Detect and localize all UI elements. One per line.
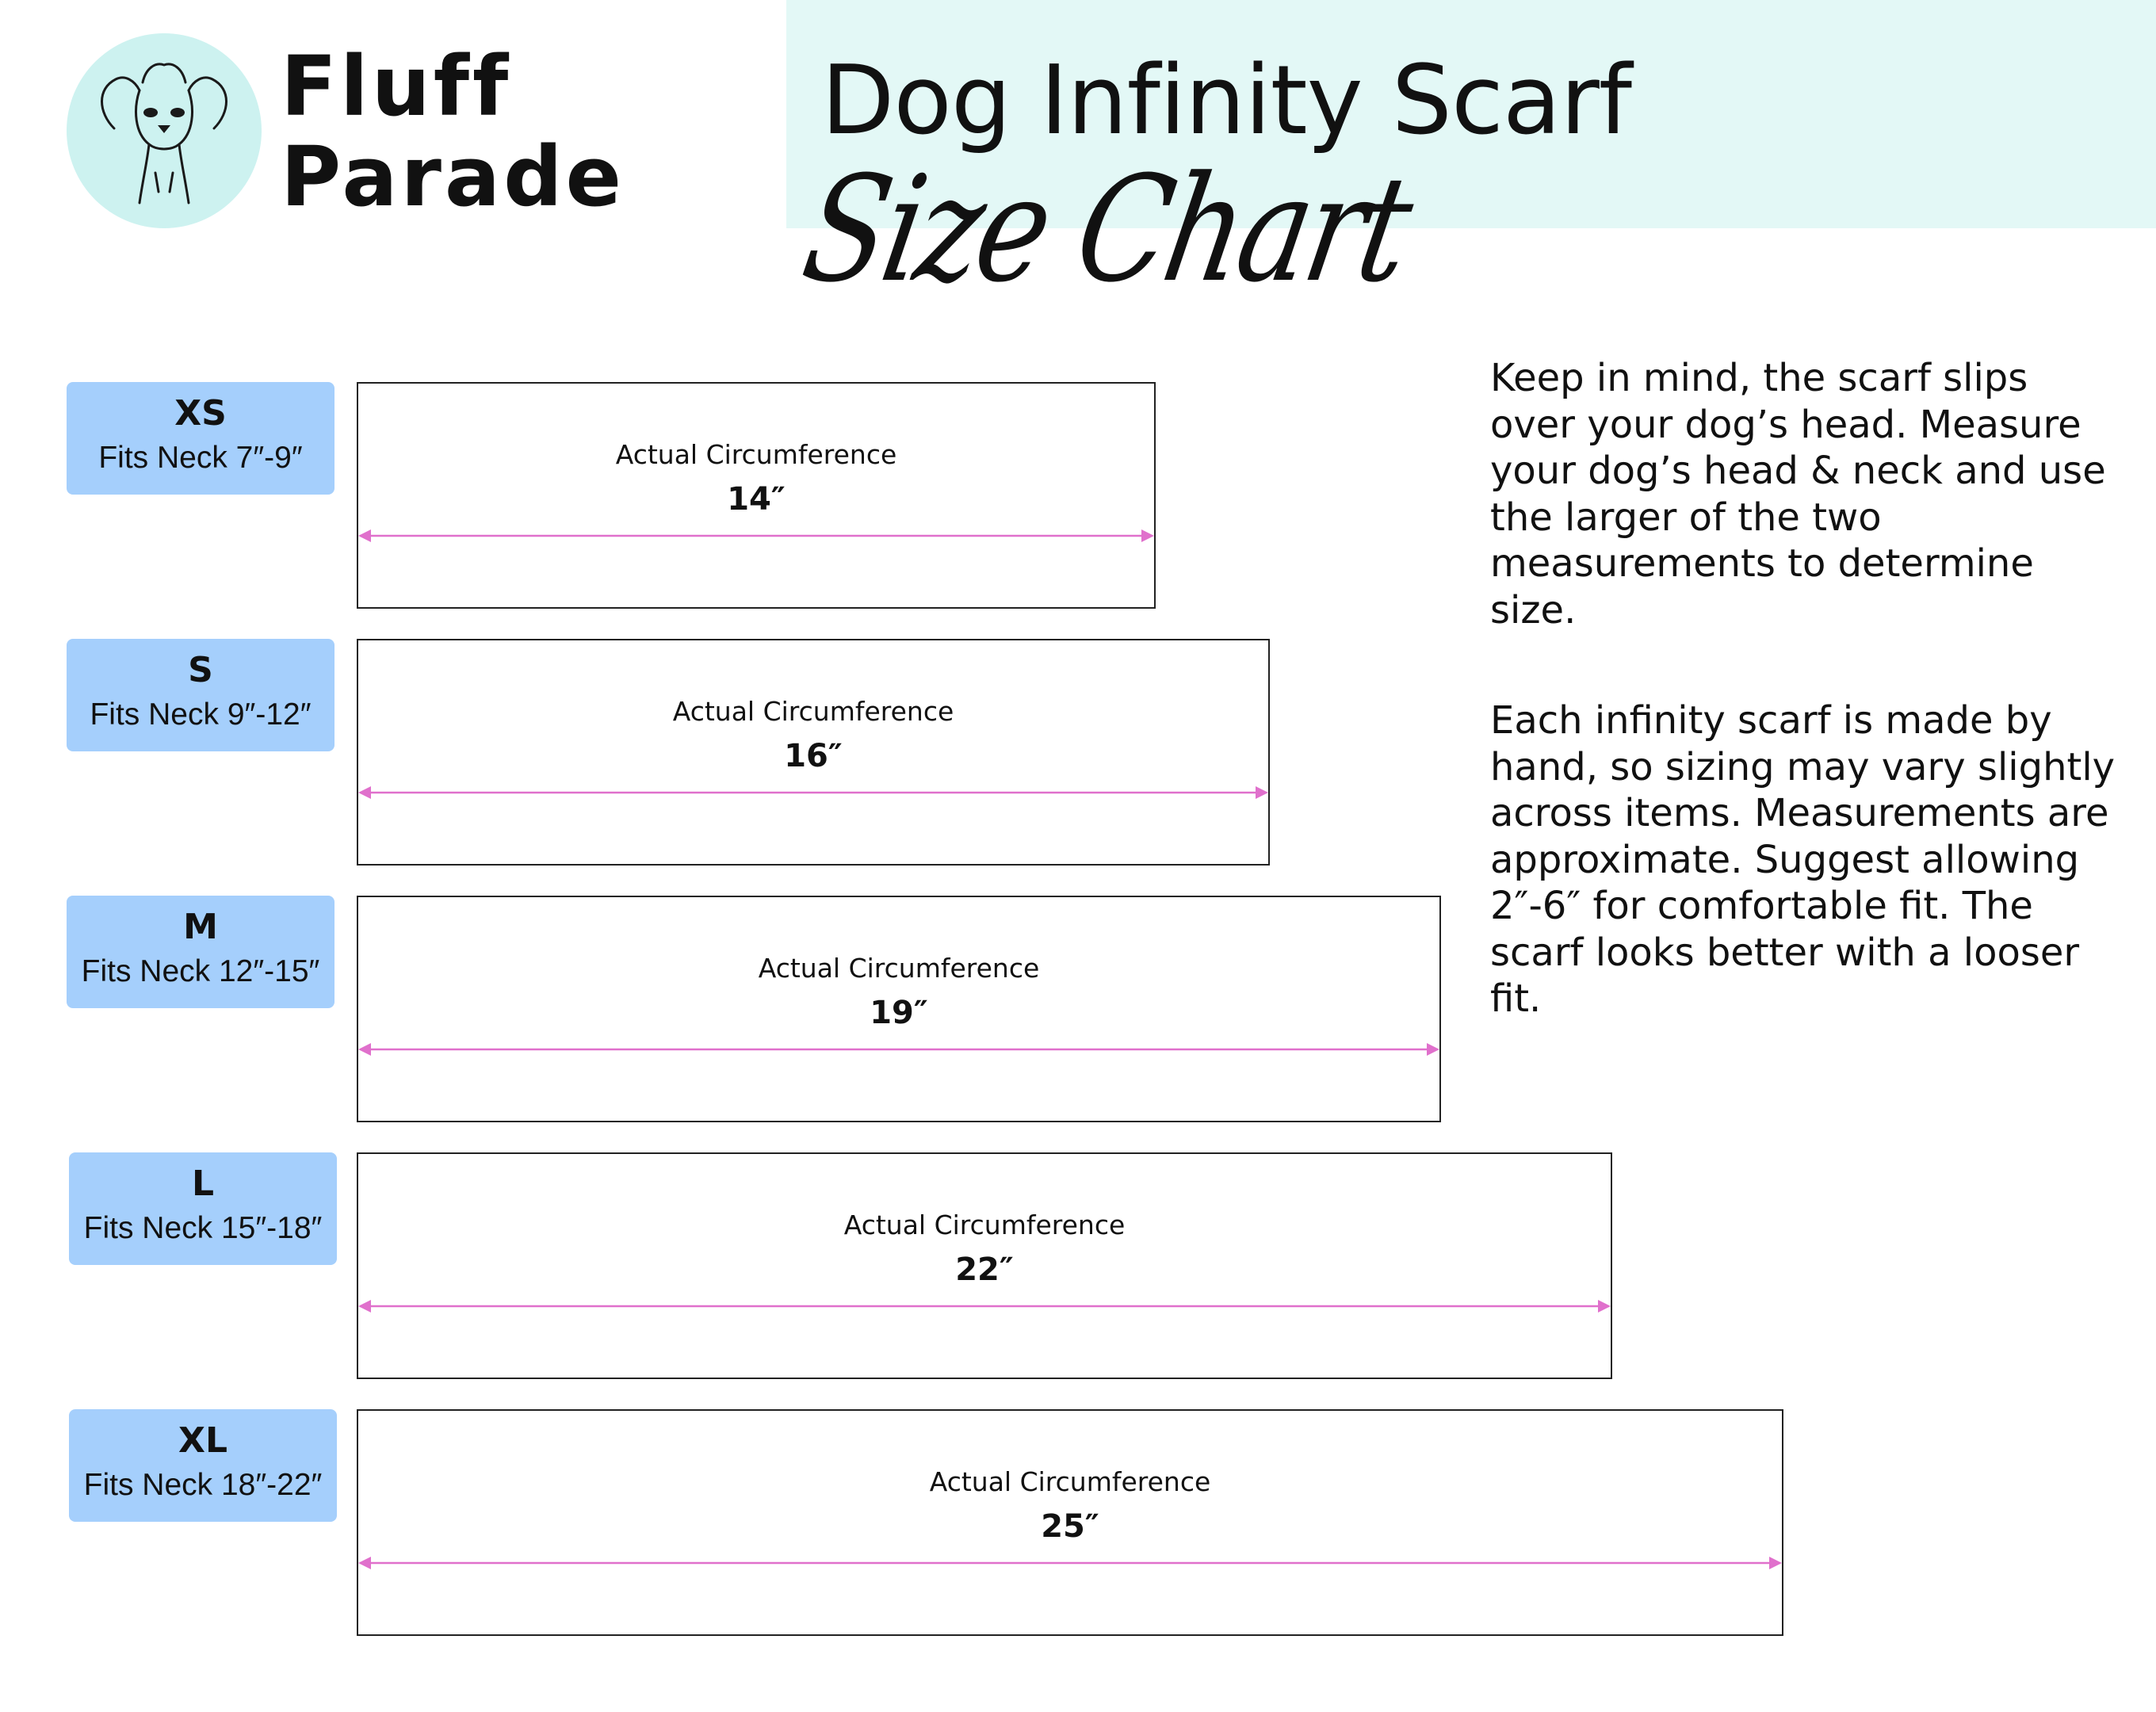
circumference-caption: Actual Circumference [672, 696, 954, 727]
circumference-bar-xs [357, 382, 1156, 609]
circumference-caption: Actual Circumference [615, 439, 897, 470]
dog-face-icon [67, 33, 262, 228]
circumference-value: 14″ [727, 481, 786, 518]
fits-neck-range: Fits Neck 18″-22″ [83, 1468, 323, 1502]
circumference-bar-xl [357, 1409, 1783, 1636]
size-label-xl [69, 1409, 337, 1522]
measure-arrowhead-left [358, 529, 371, 542]
size-name: M [183, 907, 218, 947]
measure-arrowhead-right [1427, 1043, 1439, 1056]
circumference-caption: Actual Circumference [843, 1209, 1126, 1240]
sizing-note-handmade: Each infinity scarf is made by hand, so sizing may vary slightly across items. Measurements are approximate. Suggest allowing 2″-6″ for comfortable fit. The scarf looks better with a looser fit. [1490, 698, 2116, 1021]
measure-arrowhead-right [1598, 1300, 1611, 1313]
circumference-value: 22″ [955, 1252, 1014, 1288]
measure-arrowhead-left [358, 1043, 371, 1056]
fits-neck-range: Fits Neck 7″-9″ [98, 441, 303, 475]
size-name: XS [174, 393, 227, 434]
measure-arrow [358, 1038, 1439, 1060]
measure-arrowhead-left [358, 786, 371, 799]
measure-arrowhead-left [358, 1557, 371, 1569]
measure-arrow [358, 525, 1154, 547]
measure-arrow [358, 781, 1268, 804]
circumference-caption: Actual Circumference [929, 1466, 1211, 1497]
circumference-value: 16″ [784, 738, 843, 774]
size-name: S [188, 650, 213, 690]
measure-arrow [358, 1295, 1611, 1317]
circumference-bar-s [357, 639, 1270, 866]
brand-name [281, 38, 625, 225]
measure-arrowhead-left [358, 1300, 371, 1313]
size-label-l [69, 1152, 337, 1265]
size-label-m [67, 896, 334, 1008]
fits-neck-range: Fits Neck 9″-12″ [90, 697, 312, 732]
measure-arrowhead-right [1769, 1557, 1782, 1569]
brand-line-2: Parade [281, 128, 625, 225]
circumference-value: 19″ [870, 995, 928, 1031]
page-subtitle: Size Chart [792, 145, 1420, 315]
measure-arrow [358, 1552, 1782, 1574]
brand-line-1: Fluff [281, 38, 512, 135]
sizing-note-head: Keep in mind, the scarf slips over your dog’s head. Measure your dog’s head & neck and use the larger of the two measurements to determine size. [1490, 356, 2106, 632]
measure-arrowhead-right [1256, 786, 1268, 799]
size-label-s [67, 639, 334, 751]
fits-neck-range: Fits Neck 12″-15″ [81, 954, 320, 988]
size-name: L [191, 1164, 215, 1204]
measure-arrowhead-right [1141, 529, 1154, 542]
size-label-xs [67, 382, 334, 495]
size-name: XL [178, 1420, 227, 1461]
circumference-value: 25″ [1041, 1508, 1099, 1545]
circumference-bar-l [357, 1152, 1612, 1379]
page-title: Dog Infinity Scarf [821, 46, 1632, 156]
circumference-caption: Actual Circumference [758, 953, 1040, 984]
circumference-bar-m [357, 896, 1441, 1122]
fits-neck-range: Fits Neck 15″-18″ [83, 1211, 323, 1245]
